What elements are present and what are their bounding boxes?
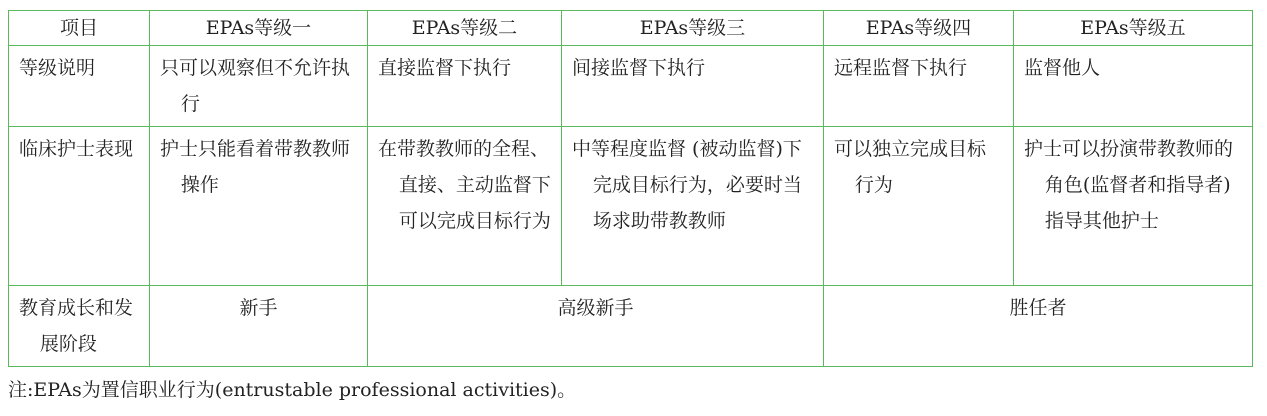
table-cell: 高级新手 [368,286,824,367]
table-cell: 护士可以扮演带教教师的角色(监督者和指导者)指导其他护士 [1014,127,1253,286]
table-cell: 护士只能看着带教教师操作 [150,127,368,286]
header-epa-level-5: EPAs等级五 [1014,11,1253,46]
table-cell: 中等程度监督 (被动监督)下完成目标行为，必要时当场求助带教教师 [562,127,824,286]
header-epa-level-4: EPAs等级四 [824,11,1014,46]
header-item: 项目 [9,11,150,46]
table-cell: 远程监督下执行 [824,46,1014,127]
row-label: 教育成长和发展阶段 [9,286,150,367]
table-cell: 胜任者 [824,286,1253,367]
table-cell: 监督他人 [1014,46,1253,127]
table-cell: 新手 [150,286,368,367]
table-cell: 只可以观察但不允许执行 [150,46,368,127]
table-footnote: 注:EPAs为置信职业行为(entrustable professional activities)。 [8,379,577,401]
table-cell: 可以独立完成目标行为 [824,127,1014,286]
header-epa-level-3: EPAs等级三 [562,11,824,46]
table-header-row [9,11,1253,46]
row-label: 临床护士表现 [9,127,150,286]
table-cell: 直接监督下执行 [368,46,562,127]
table-row-clinical-performance [9,127,1253,286]
epa-levels-table [8,10,1253,367]
header-epa-level-2: EPAs等级二 [368,11,562,46]
row-label: 等级说明 [9,46,150,127]
table-cell: 在带教教师的全程、直接、主动监督下可以完成目标行为 [368,127,562,286]
header-epa-level-1: EPAs等级一 [150,11,368,46]
table-row-development-stage [9,286,1253,367]
table-row-level-description [9,46,1253,127]
table-cell: 间接监督下执行 [562,46,824,127]
